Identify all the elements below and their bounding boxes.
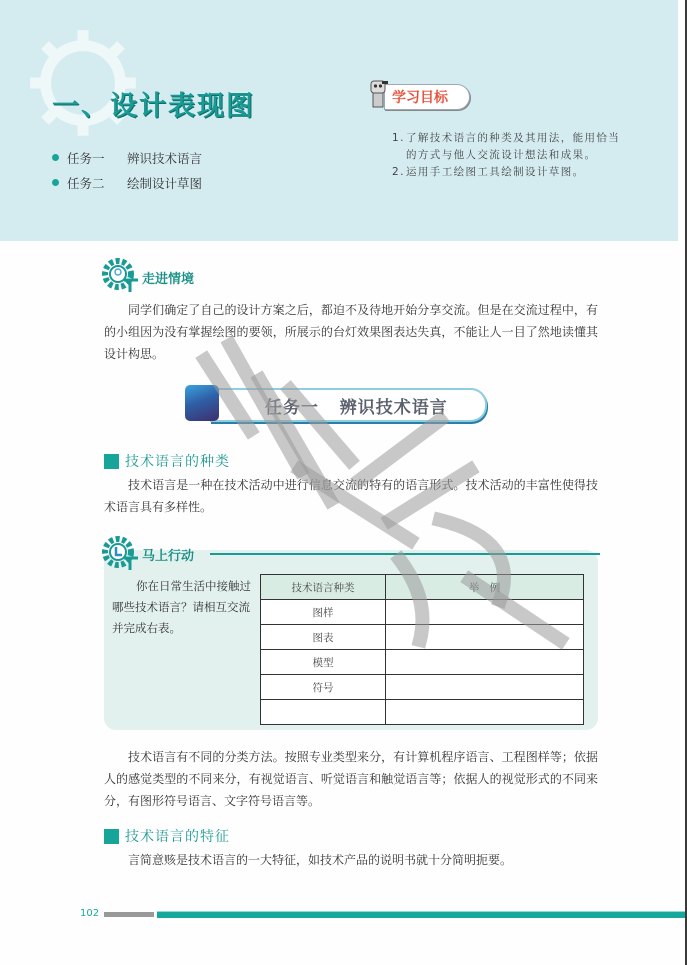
table-cell-type: 图表 [261, 625, 386, 650]
robot-mascot-icon [368, 78, 388, 112]
table-cell-type: 符号 [261, 675, 386, 700]
table-cell-example[interactable] [386, 700, 584, 725]
table-cell-type: 模型 [261, 650, 386, 675]
section-heading-text: 技术语言的种类 [125, 454, 230, 470]
table-cell-example[interactable] [386, 675, 584, 700]
table-header-row [261, 575, 584, 600]
task-checkmark-icon [185, 385, 219, 421]
intro-paragraph [104, 299, 598, 365]
chapter-title: 一、设计表现图 [52, 91, 255, 122]
task-banner-name: 辨识技术语言 [339, 398, 448, 418]
pointing-hand-gear-icon [100, 532, 140, 572]
table-row [261, 650, 584, 675]
task-number: 任务二 [67, 175, 105, 191]
action-divider [210, 553, 600, 555]
table-cell-example[interactable] [386, 650, 584, 675]
table-cell-type: 图样 [261, 600, 386, 625]
action-prompt [112, 576, 252, 639]
goal-number: 2. [392, 166, 405, 178]
features-paragraph [104, 849, 598, 871]
task-banner-number: 任务一 [265, 398, 319, 418]
goal-number: 1. [392, 132, 405, 144]
task-banner-title [265, 393, 448, 418]
learning-goals-list [392, 130, 622, 181]
types-paragraph [104, 474, 598, 518]
task-title: 绘制设计草图 [127, 175, 203, 191]
goal-text: 了解技术语言的种类及其用法，能用恰当的方式与他人交流设计想法和成果。 [406, 132, 621, 161]
table-row [261, 625, 584, 650]
table-row [261, 600, 584, 625]
section-heading-text: 技术语言的特征 [125, 829, 230, 845]
bullet-dot-icon [52, 154, 59, 161]
task-title: 辨识技术语言 [127, 150, 203, 166]
table-cell-example[interactable] [386, 625, 584, 650]
action-prompt-text: 你在日常生活中接触过哪些技术语言？请相互交流并完成右表。 [112, 579, 251, 635]
intro-label: 走进情境 [142, 272, 195, 287]
square-bullet-icon [104, 454, 119, 469]
classification-paragraph [104, 746, 598, 812]
task-number: 任务一 [67, 150, 105, 166]
features-text: 言简意赅是技术语言的一大特征，如技术产品的说明书就十分简明扼要。 [128, 853, 513, 867]
table-cell-type[interactable] [261, 700, 386, 725]
square-bullet-icon [104, 829, 119, 844]
table-cell-example[interactable] [386, 600, 584, 625]
types-text: 技术语言是一种在技术活动中进行信息交流的特有的语言形式。技术活动的丰富性使得技术语言具有多样性。 [104, 478, 598, 514]
footer-teal-bar [157, 911, 685, 918]
goal-item [392, 130, 622, 164]
lightbulb-gear-icon [100, 254, 140, 294]
task-item [52, 145, 202, 170]
classification-text: 技术语言有不同的分类方法。按照专业类型来分，有计算机程序语言、工程图样等；依据人的感觉类型的不同来分，有视觉语言、听觉语言和触觉语言等；依据人的视觉形式的不同来分，有图形符号语言、文字符号语言等。 [104, 750, 598, 808]
goal-text: 运用手工绘图工具绘制设计草图。 [406, 166, 585, 178]
goal-item [392, 164, 622, 181]
intro-text: 同学们确定了自己的设计方案之后，都迫不及待地开始分享交流。但是在交流过程中，有的小组因为没有掌握绘图的要领，所展示的台灯效果图表达失真，不能让人一目了然地读懂其设计构思。 [104, 303, 598, 361]
learning-goals-label: 学习目标 [392, 90, 448, 106]
section-heading-features [104, 826, 230, 846]
section-heading-types [104, 451, 230, 471]
task-list [52, 145, 202, 195]
action-label: 马上行动 [142, 549, 195, 564]
task-item [52, 170, 202, 195]
bullet-dot-icon [52, 179, 59, 186]
footer-gray-bar [104, 912, 154, 917]
column-header-example: 举 例 [386, 575, 584, 600]
table-row [261, 675, 584, 700]
tech-language-table [260, 574, 584, 725]
page-number: 102 [80, 908, 100, 919]
table-row [261, 700, 584, 725]
column-header-type: 技术语言种类 [261, 575, 386, 600]
learning-goals-badge [362, 78, 472, 112]
